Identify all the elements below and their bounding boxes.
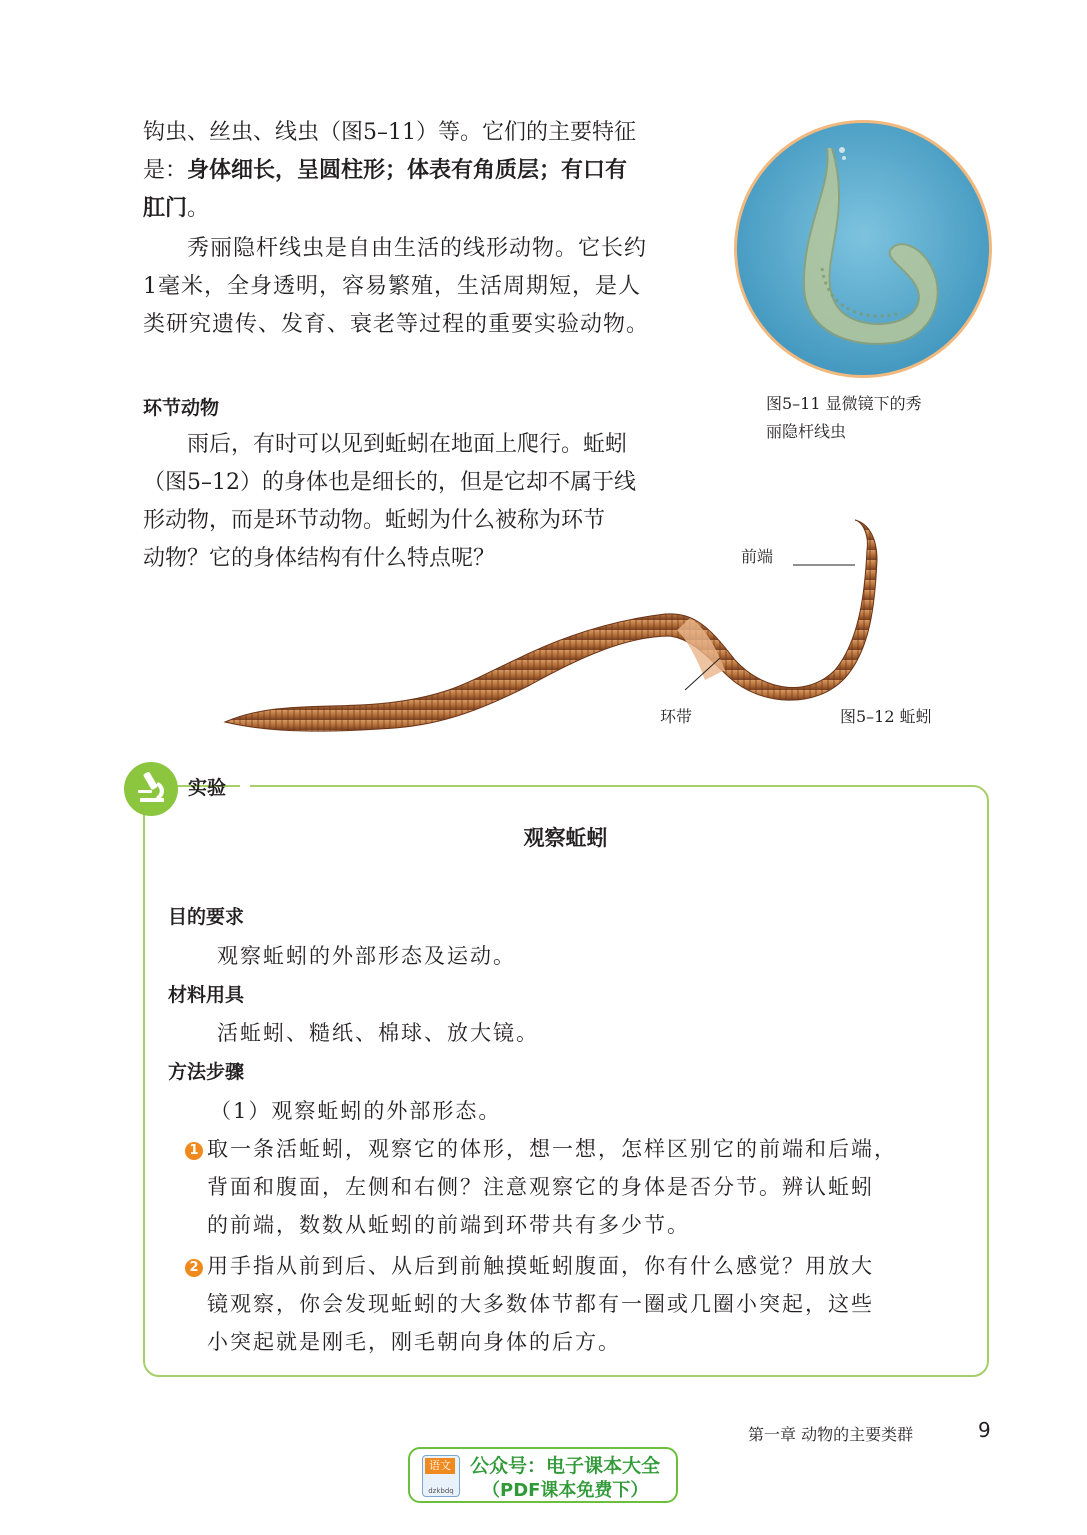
nematode-line-3: 类研究遗传、发育、衰老等过程的重要实验动物。 xyxy=(143,312,650,337)
method-heading: 方法步骤 xyxy=(168,1061,245,1083)
intro-paragraph xyxy=(143,114,703,228)
chapter-title: 第一章 动物的主要类群 xyxy=(748,1425,914,1444)
nematode-paragraph xyxy=(143,230,703,344)
earthworm-body xyxy=(225,520,877,731)
intro-line-1: 钩虫、丝虫、线虫（图5–11）等。它们的主要特征 xyxy=(143,120,636,145)
experiment-tag: 实验 xyxy=(188,777,227,799)
intro-key-features: 身体细长，呈圆柱形；体表有角质层；有口有 xyxy=(187,158,628,183)
microscope-icon xyxy=(122,760,180,818)
method-item-1: 1 取一条活蚯蚓，观察它的体形，想一想，怎样区别它的前端和后端， 背面和腹面，左侧和右侧？注意观察它的身体是否分节。辨认蚯蚓 的前端，数数从蚯蚓的前端到环带共有多少节。 xyxy=(185,1130,985,1244)
nematode-line-1: 秀丽隐杆线虫是自由生活的线形动物。它长约 xyxy=(187,236,648,261)
watermark-line-1: 公众号：电子课本大全 xyxy=(470,1455,661,1477)
nematode-micrograph xyxy=(732,118,994,380)
intro-line-2: 是：身体细长，呈圆柱形；体表有角质层；有口有 xyxy=(143,158,628,183)
watermark-line-2: （PDF课本免费下） xyxy=(482,1480,649,1501)
number-badge-1: 1 xyxy=(185,1142,203,1160)
annelid-line-4: 动物？它的身体结构有什么特点呢？ xyxy=(143,546,496,571)
experiment-title: 观察蚯蚓 xyxy=(523,826,608,850)
purpose-text: 观察蚯蚓的外部形态及运动。 xyxy=(217,944,516,968)
figure-5-11-caption: 图5–11 显微镜下的秀 丽隐杆线虫 xyxy=(766,394,922,441)
watermark-badge xyxy=(408,1447,678,1503)
label-front: 前端 xyxy=(741,547,774,566)
materials-text: 活蚯蚓、糙纸、棉球、放大镜。 xyxy=(217,1021,539,1045)
materials-heading: 材料用具 xyxy=(168,984,245,1006)
annelid-line-1: 雨后，有时可以见到蚯蚓在地面上爬行。蚯蚓 xyxy=(187,432,628,457)
method-item-2: 2 用手指从前到后、从后到前触摸蚯蚓腹面，你有什么感觉？用放大 镜观察，你会发现蚯蚓的大多数体节都有一圈或几圈小突起，这些 小突起就是刚毛，刚毛朝向身体的后方。 xyxy=(185,1247,985,1361)
number-badge-2: 2 xyxy=(185,1259,203,1277)
annelid-line-2: （图5–12）的身体也是细长的，但是它却不属于线 xyxy=(143,470,636,495)
figure-5-12-caption: 图5–12 蚯蚓 xyxy=(840,707,932,726)
intro-line-3: 肛门。 xyxy=(143,196,210,221)
section-heading-annelids: 环节动物 xyxy=(143,397,220,419)
purpose-heading: 目的要求 xyxy=(168,906,245,928)
earthworm-illustration xyxy=(215,510,915,750)
step-1: （1）观察蚯蚓的外部形态。 xyxy=(210,1099,502,1123)
book-icon: 语文 dzkbdq xyxy=(422,1455,460,1497)
nematode-line-2: 1毫米，全身透明，容易繁殖，生活周期短，是人 xyxy=(143,274,641,299)
label-clitellum: 环带 xyxy=(660,707,693,726)
page-number: 9 xyxy=(978,1418,991,1442)
annelid-line-3: 形动物，而是环节动物。蚯蚓为什么被称为环节 xyxy=(143,508,606,533)
